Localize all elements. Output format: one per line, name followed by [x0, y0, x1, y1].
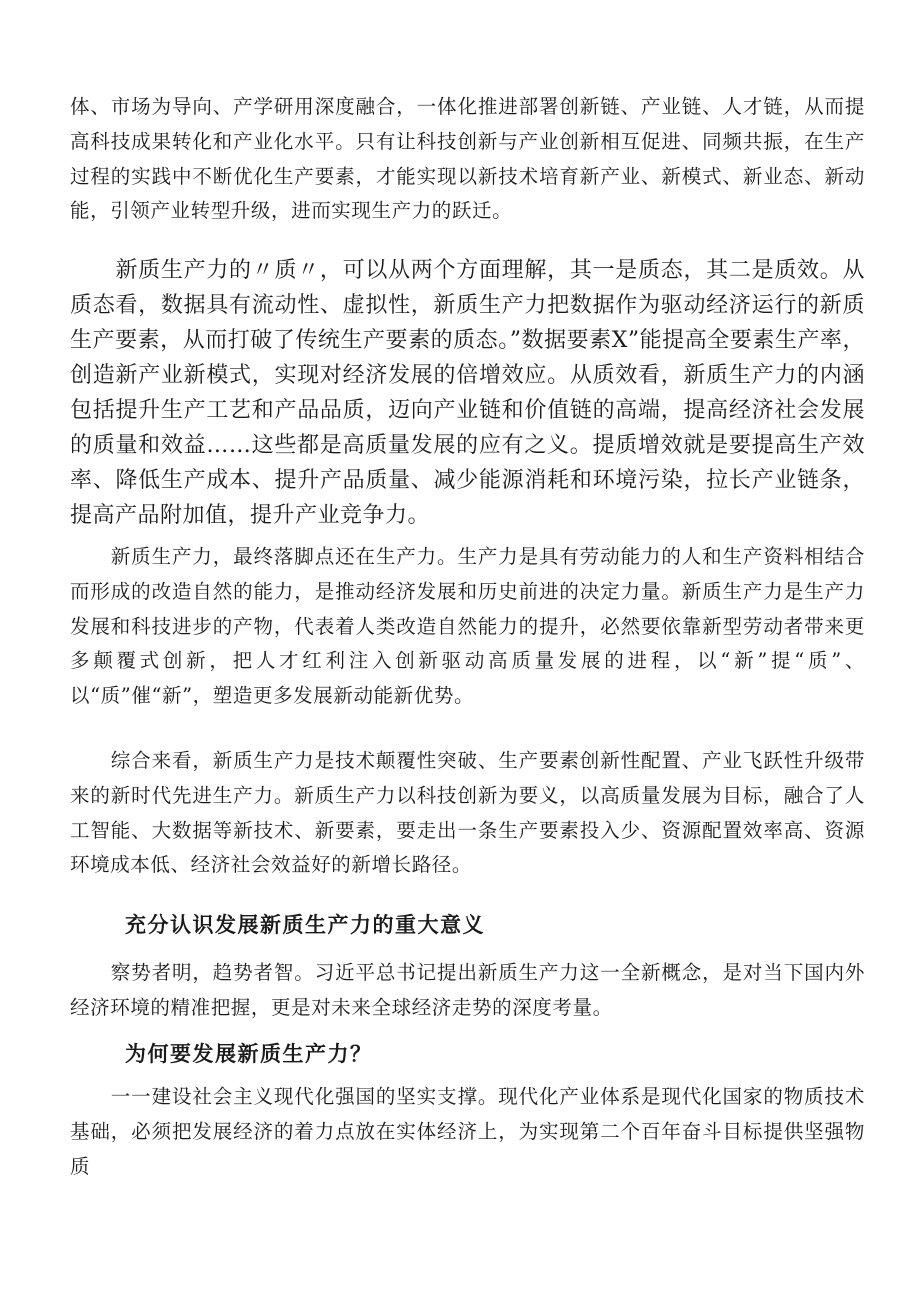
paragraph-intro: 体、市场为导向、产学研用深度融合，一体化推进部署创新链、产业链、人才链，从而提高科技成果转化和产业化水平。只有让科技创新与产业创新相互促进、同频共振，在生产过程的实践中不断优化生产要素，才能实现以新技术培育新产业、新模式、新业态、新动能，引领产业转型升级，进而实现生产力的跃迁。: [70, 95, 865, 223]
paragraph-trend: 察势者明，趋势者智。习近平总书记提出新质生产力这一全新概念，是对当下国内外经济环境的精准把握，更是对未来全球经济走势的深度考量。: [70, 961, 865, 1019]
paragraph-productivity: 新质生产力，最终落脚点还在生产力。生产力是具有劳动能力的人和生产资料相结合而形成的改造自然的能力，是推动经济发展和历史前进的决定力量。新质生产力是生产力发展和科技进步的产物，代表着人类改造自然能力的提升，必然要依靠新型劳动者带来更多颠覆式创新，把人才红利注入创新驱动高质量发展的进程，以“新”提“质”、以“质”催“新”，塑造更多发展新动能新优势。: [70, 545, 865, 708]
paragraph-summary: 综合来看，新质生产力是技术颠覆性突破、生产要素创新性配置、产业飞跃性升级带来的新时代先进生产力。新质生产力以科技创新为要义，以高质量发展为目标，融合了人工智能、大数据等新技术、新要素，要走出一条生产要素投入少、资源配置效率高、资源环境成本低、经济社会效益好的新增长路径。: [70, 749, 865, 877]
paragraph-support: 一一建设社会主义现代化强国的坚实支撑。现代化产业体系是现代化国家的物质技术基础，必须把发展经济的着力点放在实体经济上，为实现第二个百年奋斗目标提供坚强物质: [70, 1085, 865, 1178]
section-heading-significance: 充分认识发展新质生产力的重大意义: [125, 912, 485, 937]
paragraph-quality: 新质生产力的〃质〃，可以从两个方面理解，其一是质态，其二是质效。从质态看，数据具有流动性、虚拟性，新质生产力把数据作为驱动经济运行的新质生产要素，从而打破了传统生产要素的质态。”数据要素X”能提高全要素生产率，创造新产业新模式，实现对经济发展的倍增效应。从质效看，新质生产力的内涵包括提升生产工艺和产品品质，迈向产业链和价值链的高端，提高经济社会发展的质量和效益……这些都是高质量发展的应有之义。提质增效就是要提高生产效率、降低生产成本、提升产品质量、减少能源消耗和环境污染，拉长产业链条，提高产品附加值，提升产业竞争力。: [70, 258, 865, 528]
section-heading-why: 为何要发展新质生产力？: [125, 1041, 373, 1066]
